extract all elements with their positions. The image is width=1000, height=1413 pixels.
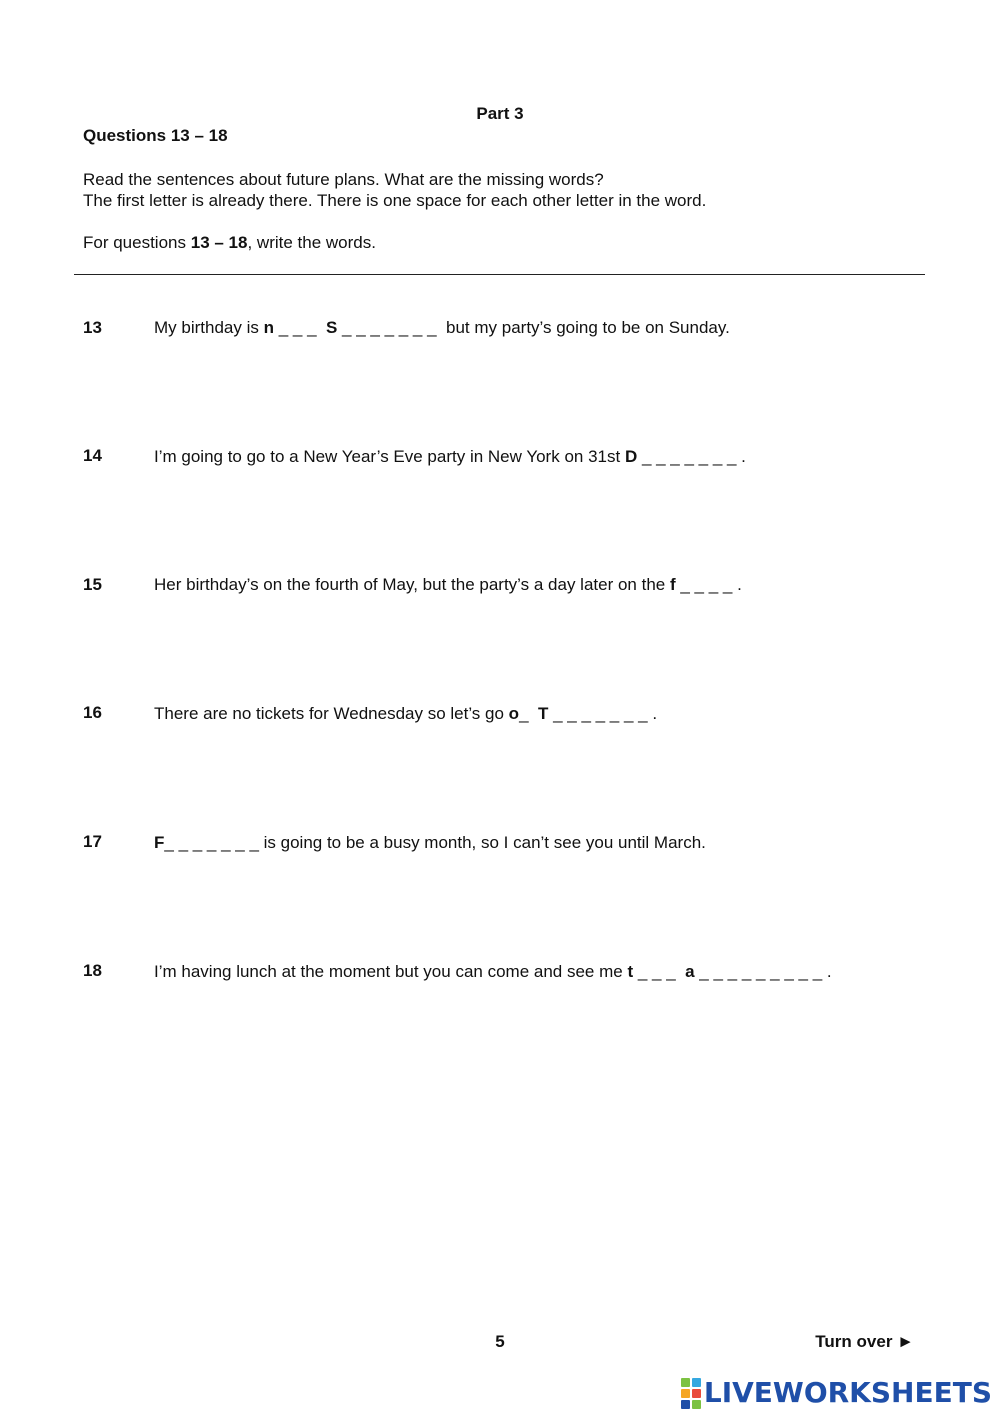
q15-blanks: _ _ _ _ .: [675, 575, 742, 594]
question-15-text: [154, 575, 742, 595]
q15-part1: Her birthday’s on the fourth of May, but the party’s a day later on the: [154, 575, 670, 594]
question-number-17: 17: [83, 832, 102, 851]
q14-part1: I’m going to go to a New Year’s Eve party in New York on 31st: [154, 447, 625, 466]
divider-line: [74, 274, 925, 275]
question-number-18: 18: [83, 961, 102, 980]
q13-part3: _ _ _ _ _ _ _ but my party’s going to be on Sunday.: [337, 318, 730, 337]
q13-part1: My birthday is: [154, 318, 264, 337]
logo-text: LIVEWORKSHEETS: [703, 1376, 992, 1409]
instruction-line-3: [83, 232, 376, 253]
q18-letter1: t: [627, 962, 634, 981]
instruction-3-range: 13 – 18: [190, 233, 248, 252]
q14-letter1: D: [624, 447, 638, 466]
question-number-14: 14: [83, 446, 102, 465]
q17-letter1: F: [154, 833, 165, 852]
question-13-text: [154, 318, 730, 338]
question-number-16: 16: [83, 703, 102, 722]
q18-letter2: a: [685, 962, 695, 981]
question-17-text: [154, 833, 706, 853]
turn-over-label: Turn over ►: [815, 1332, 914, 1351]
questions-heading: Questions 13 – 18: [83, 126, 228, 145]
q13-letter2: S: [325, 318, 338, 337]
question-16-text: [154, 704, 657, 724]
instruction-line-1: Read the sentences about future plans. What are the missing words?: [83, 170, 604, 189]
q16-part3: _ _ _ _ _ _ _ .: [548, 704, 658, 723]
instruction-line-2: The first letter is already there. There is one space for each other letter in the word.: [83, 191, 707, 210]
q18-part3: _ _ _ _ _ _ _ _ _ .: [694, 962, 832, 981]
q13-blanks1: _ _ _: [273, 318, 326, 337]
question-14-text: [154, 447, 746, 467]
instruction-3-pre: For questions: [83, 233, 191, 252]
q16-letter2: T: [537, 704, 549, 723]
question-number-13: 13: [83, 318, 102, 337]
logo-mark-icon: [681, 1378, 701, 1409]
liveworksheets-logo[interactable]: [681, 1378, 992, 1408]
q16-letter1: o: [508, 704, 520, 723]
part-title: Part 3: [476, 104, 524, 123]
q18-blanks1: _ _ _: [633, 962, 686, 981]
page-number: 5: [495, 1332, 505, 1351]
q14-blanks: _ _ _ _ _ _ _ .: [637, 447, 746, 466]
question-number-15: 15: [83, 575, 102, 594]
question-18-text: [154, 962, 832, 982]
q13-letter1: n: [263, 318, 274, 337]
q15-letter1: f: [669, 575, 676, 594]
q16-blanks1: _: [519, 704, 538, 723]
q18-part1: I’m having lunch at the moment but you can come and see me: [154, 962, 628, 981]
q17-part2: _ _ _ _ _ _ _ is going to be a busy month, so I can’t see you until March.: [164, 833, 706, 852]
instruction-3-post: , write the words.: [247, 233, 376, 252]
q16-part1: There are no tickets for Wednesday so let’s go: [154, 704, 509, 723]
